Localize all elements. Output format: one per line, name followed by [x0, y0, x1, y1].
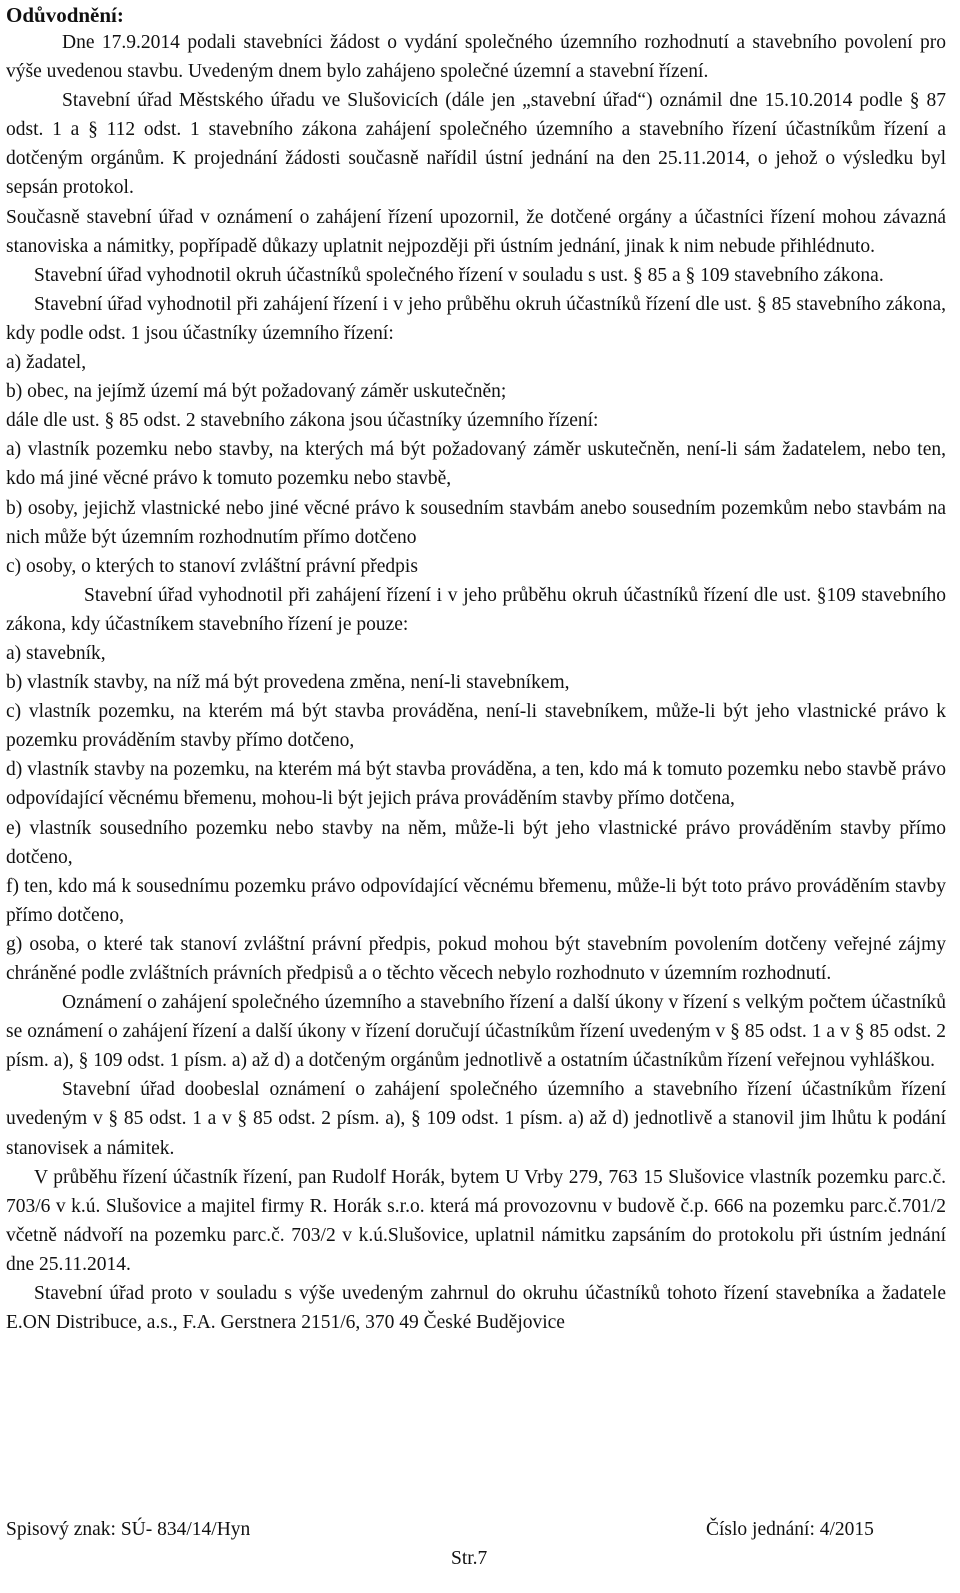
paragraph: Stavební úřad Městského úřadu ve Slušovicích (dále jen „stavební úřad“) oznámil dne 15.10.2014 podle § 87 odst. 1 a § 112 odst. 1 stavebního zákona zahájení společného územního a stavebního řízení účastníkům řízení a dotčeným orgánům. K projednání žádosti současně nařídil ústní jednání na den 25.11.2014, o jehož o výsledku byl sepsán protokol.: [6, 90, 946, 199]
page-number: Str.7: [451, 1548, 488, 1569]
paragraph: f) ten, kdo má k sousednímu pozemku právo odpovídající věcnému břemenu, může-li být toto právo prováděním stavby přímo dotčeno,: [6, 875, 946, 926]
document-body: [6, 28, 946, 1337]
paragraph: e) vlastník sousedního pozemku nebo stavby na něm, může-li být jeho vlastnické právo prováděním stavby přímo dotčeno,: [6, 817, 946, 868]
paragraph: b) osoby, jejichž vlastnické nebo jiné věcné právo k sousedním stavbám anebo sousedním pozemkům nebo stavbám na nich může být územním rozhodnutím přímo dotčeno: [6, 497, 946, 548]
paragraph: b) obec, na jejímž území má být požadovaný záměr uskutečněn;: [6, 381, 507, 403]
paragraph: V průběhu řízení účastník řízení, pan Rudolf Horák, bytem U Vrby 279, 763 15 Slušovice vlastník pozemku parc.č. 703/6 v k.ú. Slušovice a majitel firmy R. Horák s.r.o. která má provozovnu v budově č.p. 666 na pozemku parc.č.701/2 včetně nádvoří na pozemku parc.č. 703/2 v k.ú.Slušovice, uplatnil námitku zapsáním do protokolu při ústním jednání dne 25.11.2014.: [6, 1166, 946, 1275]
reference-number: Číslo jednání: 4/2015: [706, 1519, 874, 1540]
paragraph: c) osoby, o kterých to stanoví zvláštní právní předpis: [6, 555, 418, 577]
paragraph: c) vlastník pozemku, na kterém má být stavba prováděna, není-li stavebníkem, může-li být jeho vlastnické právo k pozemku prováděním stavby přímo dotčeno,: [6, 701, 946, 752]
paragraph: b) vlastník stavby, na níž má být provedena změna, není-li stavebníkem,: [6, 672, 570, 694]
paragraph: a) vlastník pozemku nebo stavby, na kterých má být požadovaný záměr uskutečněn, není-li sám žadatelem, nebo ten, kdo má jiné věcné právo k tomuto pozemku nebo stavbě,: [6, 439, 946, 490]
paragraph: d) vlastník stavby na pozemku, na kterém má být stavba prováděna, a ten, kdo má k tomuto pozemku nebo stavbě právo odpovídající věcnému břemenu, mohou-li být jejich práva prováděním stavby přímo dotčena,: [6, 759, 946, 810]
paragraph: Současně stavební úřad v oznámení o zahájení řízení upozornil, že dotčené orgány a účastníci řízení mohou závazná stanoviska a námitky, popřípadě důkazy uplatnit nejpozději při ústním jednání, jinak k nim nebude přihlédnuto.: [6, 206, 946, 257]
paragraph: Stavební úřad vyhodnotil při zahájení řízení i v jeho průběhu okruh účastníků řízení dle ust. § 85 stavebního zákona, kdy podle odst. 1 jsou účastníky územního řízení:: [6, 293, 946, 344]
paragraph: Stavební úřad vyhodnotil při zahájení řízení i v jeho průběhu okruh účastníků řízení dle ust. §109 stavebního zákona, kdy účastníkem stavebního řízení je pouze:: [6, 584, 946, 635]
paragraph: Stavební úřad doobeslal oznámení o zahájení společného územního a stavebního řízení účastníkům řízení uvedeným v § 85 odst. 1 a v § 85 odst. 2 písm. a), § 109 odst. 1 písm. a) až d) jednotlivě a stanovil jim lhůtu k podání stanovisek a námitek.: [6, 1079, 946, 1159]
paragraph: Stavební úřad vyhodnotil okruh účastníků společného řízení v souladu s ust. § 85 a § 109 stavebního zákona.: [34, 264, 884, 286]
file-mark: Spisový znak: SÚ- 834/14/Hyn: [6, 1519, 251, 1540]
section-heading: Odůvodnění:: [6, 3, 124, 27]
paragraph: g) osoba, o které tak stanoví zvláštní právní předpis, pokud mohou být stavebním povolením dotčeny veřejné zájmy chráněné podle zvláštních právních předpisů a o těchto věcech nebylo rozhodnuto v územním rozhodnutí.: [6, 933, 946, 984]
paragraph: Dne 17.9.2014 podali stavebníci žádost o vydání společného územního rozhodnutí a stavebního povolení pro výše uvedenou stavbu. Uvedeným dnem bylo zahájeno společné územní a stavební řízení.: [6, 32, 946, 83]
paragraph: Oznámení o zahájení společného územního a stavebního řízení a další úkony v řízení s velkým počtem účastníků se oznámení o zahájení řízení a další úkony v řízení doručují účastníkům řízení uvedeným v § 85 odst. 1 a v § 85 odst. 2 písm. a), § 109 odst. 1 písm. a) až d) a dotčeným orgánům jednotlivě a ostatním účastníkům řízení veřejnou vyhláškou.: [6, 992, 946, 1072]
document-page: [6, 0, 946, 1337]
paragraph: Stavební úřad proto v souladu s výše uvedeným zahrnul do okruhu účastníků tohoto řízení stavebníka a žadatele E.ON Distribuce, a.s., F.A. Gerstnera 2151/6, 370 49 České Budějovice: [6, 1283, 946, 1334]
paragraph: a) žadatel,: [6, 352, 87, 374]
paragraph: a) stavebník,: [6, 642, 106, 664]
paragraph: dále dle ust. § 85 odst. 2 stavebního zákona jsou účastníky územního řízení:: [6, 410, 599, 432]
